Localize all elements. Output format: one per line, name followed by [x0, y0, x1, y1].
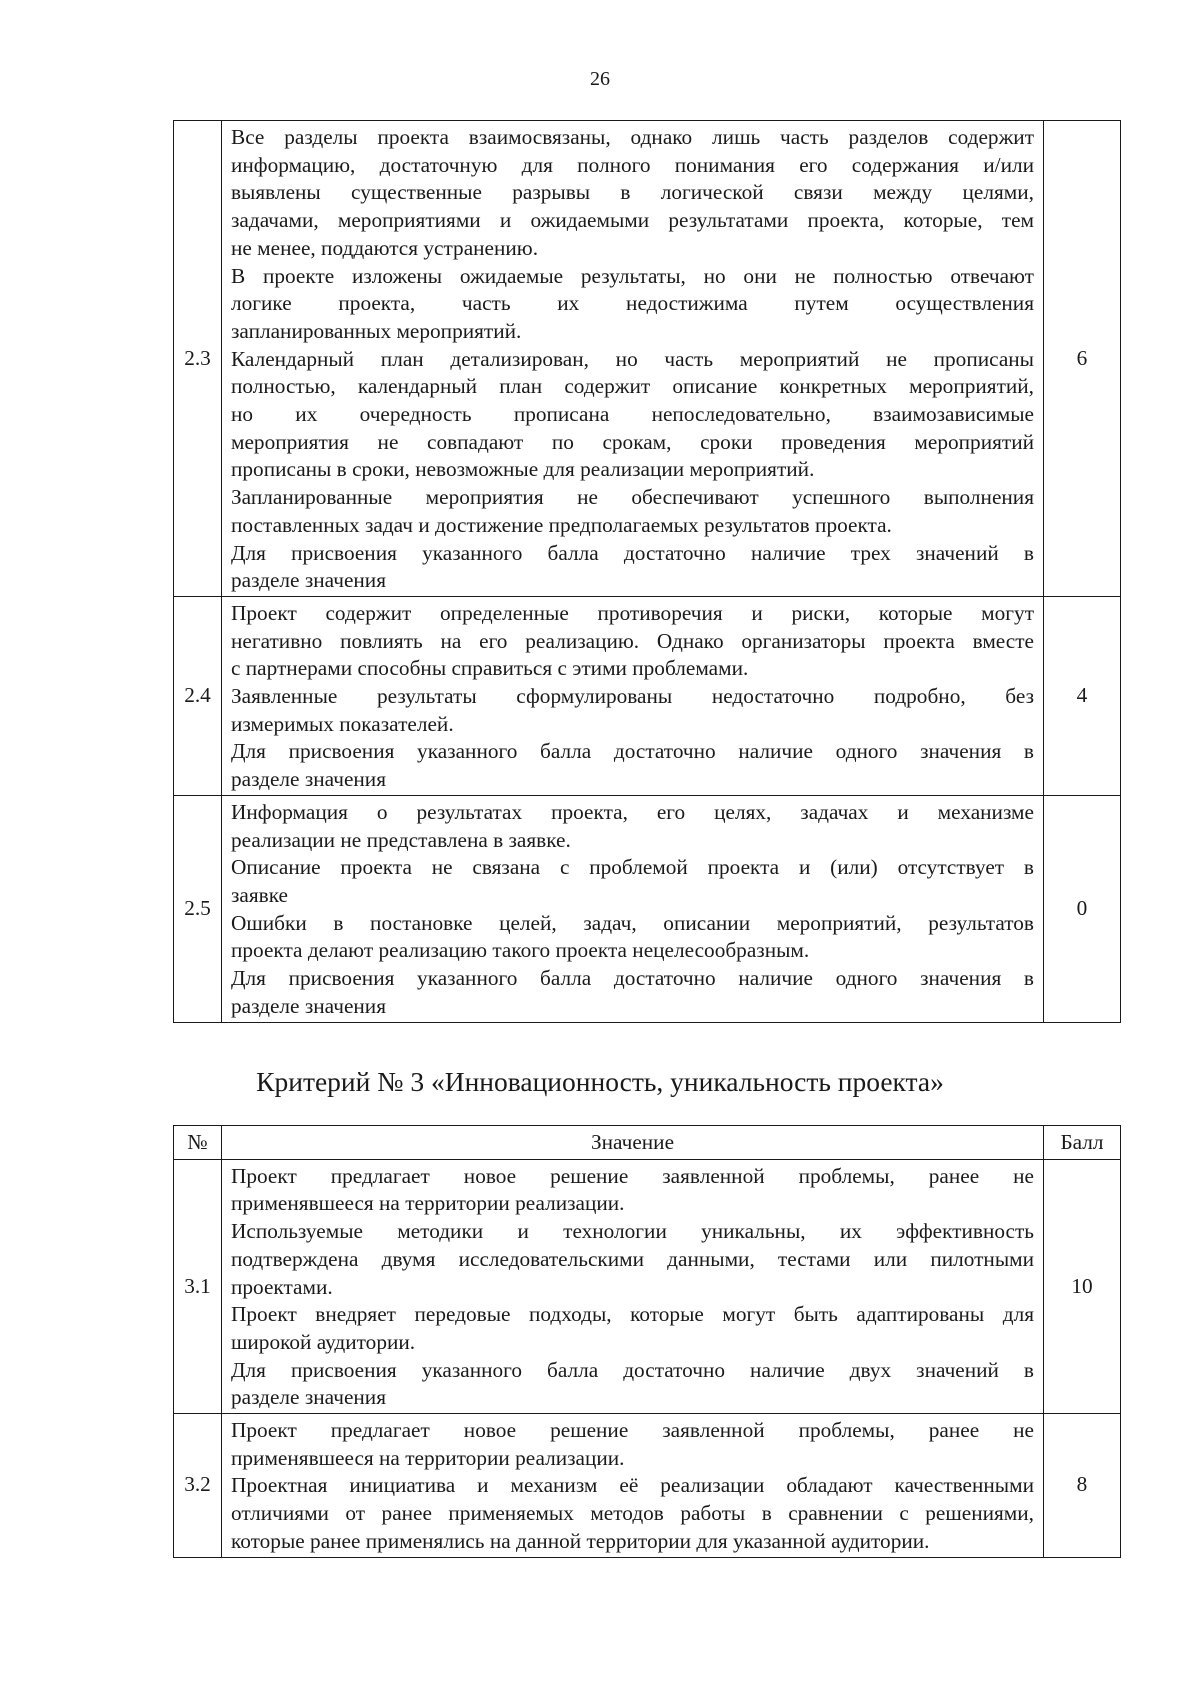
- description-line: разделе значения: [231, 993, 386, 1018]
- description-line: заявке: [231, 882, 288, 907]
- description-line: но их очередность прописана непоследовательно, взаимозависимые: [231, 402, 1034, 427]
- table-header-row: [174, 1126, 1121, 1160]
- description-line: проектами.: [231, 1274, 333, 1299]
- description-line: которые ранее применялись на данной территории для указанной аудитории.: [231, 1528, 930, 1553]
- row-score: 8: [1044, 1414, 1121, 1558]
- table-row: [174, 1414, 1121, 1558]
- description-line: поставленных задач и достижение предполагаемых результатов проекта.: [231, 512, 892, 537]
- header-score: Балл: [1044, 1126, 1121, 1160]
- description-line: проекта делают реализацию такого проекта нецелесообразным.: [231, 938, 810, 963]
- header-value: Значение: [222, 1126, 1044, 1160]
- description-line: разделе значения: [231, 1385, 386, 1410]
- criterion-3-heading: Критерий № 3 «Инновационность, уникальность проекта»: [256, 1066, 944, 1097]
- description-line: разделе значения: [231, 767, 386, 792]
- description-line: реализации не представлена в заявке.: [231, 827, 571, 852]
- description-line: негативно повлиять на его реализацию. Однако организаторы проекта вместе: [231, 628, 1034, 653]
- criterion-3-table: [173, 1125, 1121, 1558]
- row-number: 2.3: [174, 121, 222, 597]
- table-row: [174, 795, 1121, 1022]
- row-description: [222, 1159, 1044, 1413]
- description-line: мероприятия не совпадают по срокам, сроки проведения мероприятий: [231, 429, 1034, 454]
- criterion-2-table: [173, 120, 1121, 1023]
- row-number: 3.1: [174, 1159, 222, 1413]
- description-line: запланированных мероприятий.: [231, 318, 522, 343]
- description-line: Информация о результатах проекта, его целях, задачах и механизме: [231, 799, 1034, 824]
- description-line: задачами, мероприятиями и ожидаемыми результатами проекта, которые, тем: [231, 208, 1034, 233]
- description-line: Все разделы проекта взаимосвязаны, однако лишь часть разделов содержит: [231, 125, 1034, 149]
- description-line: Для присвоения указанного балла достаточно наличие двух значений в: [231, 1357, 1034, 1382]
- description-line: Проект внедряет передовые подходы, которые могут быть адаптированы для: [231, 1302, 1034, 1327]
- description-line: Для присвоения указанного балла достаточно наличие трех значений в: [231, 540, 1034, 565]
- description-line: применявшееся на территории реализации.: [231, 1445, 625, 1470]
- description-line: Ошибки в постановке целей, задач, описании мероприятий, результатов: [231, 910, 1034, 935]
- description-line: измеримых показателей.: [231, 711, 454, 736]
- description-line: выявлены существенные разрывы в логической связи между целями,: [231, 180, 1034, 205]
- row-score: 0: [1044, 795, 1121, 1022]
- row-description: [222, 596, 1044, 795]
- description-line: подтверждена двумя исследовательскими данными, тестами или пилотными: [231, 1246, 1034, 1271]
- description-line: Запланированные мероприятия не обеспечивают успешного выполнения: [231, 485, 1034, 510]
- row-description: [222, 795, 1044, 1022]
- description-line: прописаны в сроки, невозможные для реализации мероприятий.: [231, 457, 815, 482]
- page-number: 26: [590, 68, 610, 90]
- description-line: Для присвоения указанного балла достаточно наличие одного значения в: [231, 966, 1034, 991]
- description-line: применявшееся на территории реализации.: [231, 1191, 625, 1216]
- description-line: полностью, календарный план содержит описание конкретных мероприятий,: [231, 374, 1034, 399]
- description-line: с партнерами способны справиться с этими проблемами.: [231, 656, 749, 681]
- description-line: информацию, достаточную для полного понимания его содержания и/или: [231, 152, 1034, 177]
- row-score: 4: [1044, 596, 1121, 795]
- header-number: №: [174, 1126, 222, 1160]
- row-score: 10: [1044, 1159, 1121, 1413]
- row-number: 2.5: [174, 795, 222, 1022]
- description-line: Для присвоения указанного балла достаточно наличие одного значения в: [231, 739, 1034, 764]
- description-line: широкой аудитории.: [231, 1329, 416, 1354]
- description-line: Проект предлагает новое решение заявленной проблемы, ранее не: [231, 1418, 1034, 1443]
- description-line: Используемые методики и технологии уникальны, их эффективность: [231, 1219, 1034, 1244]
- row-description: [222, 1414, 1044, 1558]
- description-line: Проект содержит определенные противоречия и риски, которые могут: [231, 600, 1034, 625]
- row-number: 3.2: [174, 1414, 222, 1558]
- description-line: Проектная инициатива и механизм её реализации обладают качественными: [231, 1473, 1034, 1498]
- description-line: разделе значения: [231, 568, 386, 593]
- description-line: В проекте изложены ожидаемые результаты, но они не полностью отвечают: [231, 263, 1034, 288]
- description-line: Заявленные результаты сформулированы недостаточно подробно, без: [231, 684, 1034, 709]
- description-line: логике проекта, часть их недостижима путем осуществления: [231, 291, 1034, 316]
- description-line: Календарный план детализирован, но часть мероприятий не прописаны: [231, 346, 1034, 371]
- description-line: Описание проекта не связана с проблемой проекта и (или) отсутствует в: [231, 855, 1034, 880]
- table-row: [174, 121, 1121, 597]
- row-score: 6: [1044, 121, 1121, 597]
- table-row: [174, 596, 1121, 795]
- description-line: отличиями от ранее применяемых методов работы в сравнении с решениями,: [231, 1501, 1034, 1526]
- description-line: Проект предлагает новое решение заявленной проблемы, ранее не: [231, 1163, 1034, 1188]
- row-description: [222, 121, 1044, 597]
- table-row: [174, 1159, 1121, 1413]
- description-line: не менее, поддаются устранению.: [231, 235, 539, 260]
- row-number: 2.4: [174, 596, 222, 795]
